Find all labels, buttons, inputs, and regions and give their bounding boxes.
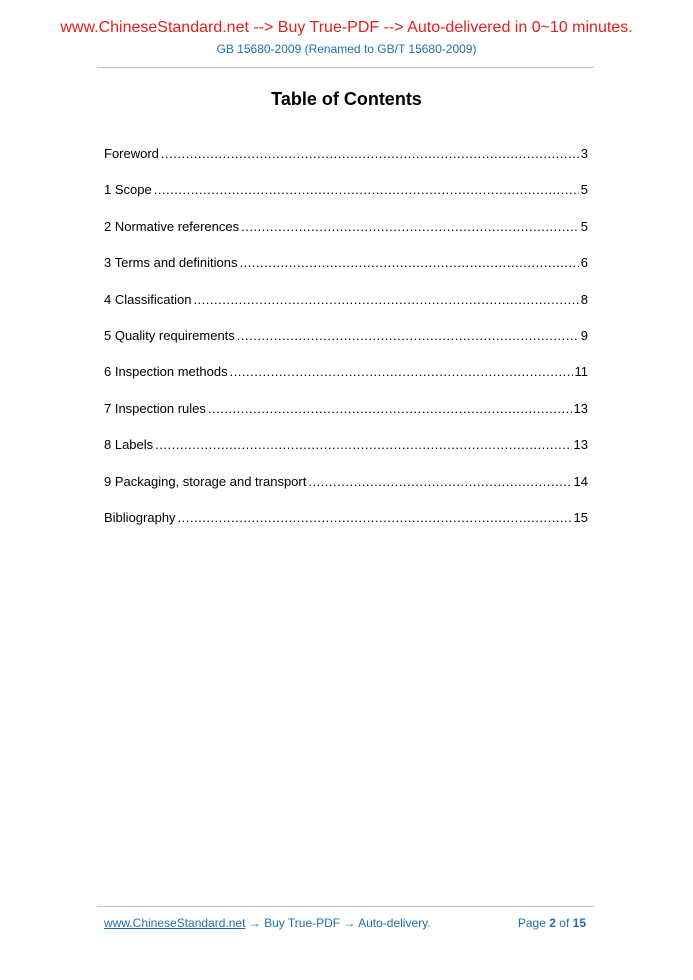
toc-entry-packaging-storage-transport[interactable] — [104, 474, 588, 510]
toc-dot-leader — [161, 146, 579, 162]
toc-entry-label: 6 Inspection methods — [104, 364, 228, 380]
toc-entry-label: 2 Normative references — [104, 218, 240, 234]
toc-entry-page: 13 — [573, 437, 588, 453]
page-counter — [518, 916, 586, 930]
toc-entry-page: 14 — [573, 473, 588, 489]
toc-entry-page: 13 — [573, 400, 588, 416]
header-divider — [97, 67, 594, 68]
toc-entry-page: 15 — [573, 509, 588, 525]
standard-id: GB 15680-2009 (Renamed to GB/T 15680-2009) — [216, 42, 477, 56]
toc-dot-leader — [308, 474, 571, 490]
toc-entry-page: 9 — [580, 327, 588, 343]
toc-dot-leader — [154, 182, 579, 198]
toc-entry-label: 9 Packaging, storage and transport — [104, 473, 307, 489]
toc-entry-quality-requirements[interactable] — [104, 328, 588, 364]
toc-entry-scope[interactable] — [104, 182, 588, 218]
toc-dot-leader — [193, 292, 578, 308]
page-counter-current: 2 — [549, 916, 556, 930]
toc-entry-page: 11 — [574, 364, 588, 380]
toc-dot-leader — [239, 255, 578, 271]
table-of-contents — [104, 146, 588, 546]
footer-promo-text: → Buy True-PDF → Auto-delivery. — [245, 916, 431, 930]
toc-entry-page: 8 — [580, 291, 588, 307]
toc-entry-label: Foreword — [104, 146, 159, 161]
toc-entry-terms-and-definitions[interactable] — [104, 255, 588, 291]
footer-site-link[interactable]: www.ChineseStandard.net — [104, 916, 246, 930]
toc-dot-leader — [241, 219, 579, 235]
toc-entry-normative-references[interactable] — [104, 219, 588, 255]
toc-entry-foreword[interactable] — [104, 146, 588, 182]
toc-dot-leader — [155, 437, 571, 453]
toc-entry-label: 4 Classification — [104, 291, 192, 307]
toc-entry-label: 8 Labels — [104, 437, 154, 453]
toc-entry-classification[interactable] — [104, 292, 588, 328]
toc-dot-leader — [237, 328, 579, 344]
toc-entry-label: 1 Scope — [104, 182, 152, 198]
toc-entry-page: 6 — [580, 255, 588, 271]
footer-promo — [104, 916, 431, 930]
toc-entry-page: 3 — [580, 146, 588, 161]
toc-entry-page: 5 — [580, 218, 588, 234]
header-promo-link[interactable]: www.ChineseStandard.net --> Buy True-PDF --> Auto-delivered in 0~10 minutes. — [60, 19, 633, 36]
toc-entry-page: 5 — [580, 182, 588, 198]
page-title: Table of Contents — [271, 89, 422, 109]
toc-entry-bibliography[interactable] — [104, 510, 588, 546]
toc-entry-inspection-rules[interactable] — [104, 401, 588, 437]
toc-dot-leader — [178, 510, 572, 526]
page-counter-of: of — [559, 916, 570, 930]
toc-entry-label: Bibliography — [104, 509, 176, 525]
toc-entry-label: 3 Terms and definitions — [104, 255, 238, 271]
footer-divider — [97, 906, 594, 907]
page-counter-prefix: Page — [517, 916, 546, 930]
toc-entry-inspection-methods[interactable] — [104, 364, 588, 400]
toc-dot-leader — [230, 364, 573, 380]
toc-entry-label: 5 Quality requirements — [104, 327, 235, 343]
toc-entry-labels[interactable] — [104, 437, 588, 473]
toc-entry-label: 7 Inspection rules — [104, 400, 206, 416]
toc-dot-leader — [208, 401, 572, 417]
page-counter-total: 15 — [572, 916, 586, 930]
